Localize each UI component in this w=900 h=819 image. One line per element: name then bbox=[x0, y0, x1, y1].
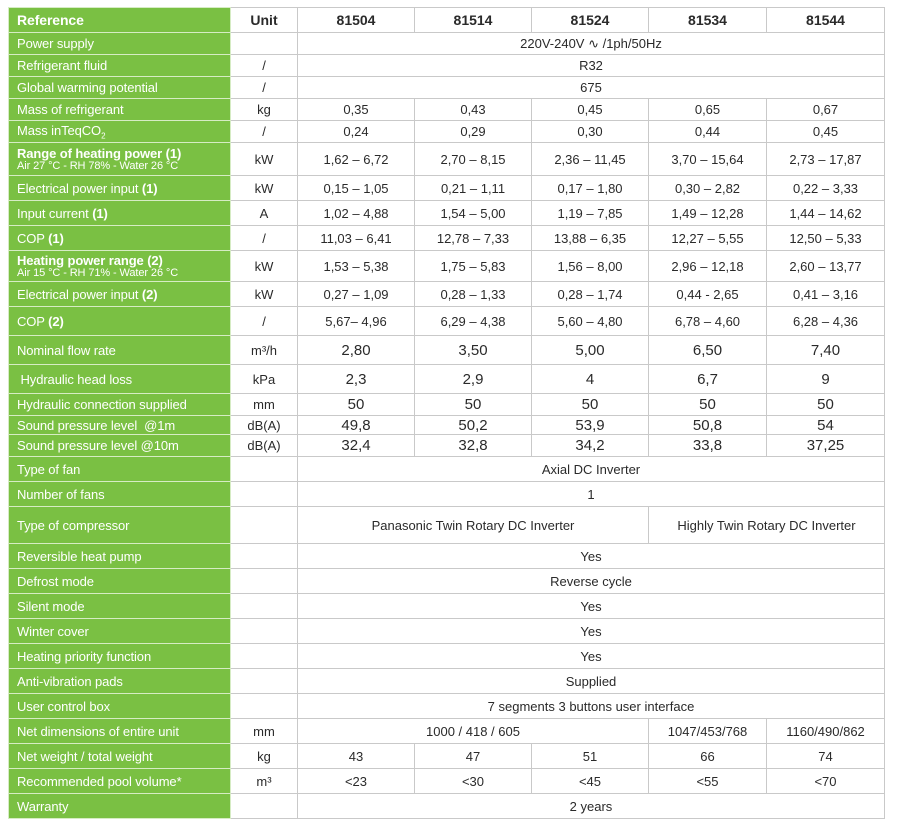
cell-value: 2,9 bbox=[415, 365, 532, 394]
cell-value: 32,4 bbox=[298, 435, 415, 457]
row-label bbox=[9, 176, 231, 201]
cell-value: <45 bbox=[532, 769, 649, 794]
label-condition: Air 27 °C - RH 78% - Water 26 °C bbox=[17, 159, 179, 172]
cell-value: 53,9 bbox=[532, 416, 649, 435]
cell-value: 2,60 – 13,77 bbox=[767, 251, 885, 282]
row-value: 1047/453/768 bbox=[649, 719, 767, 744]
header-model: 81504 bbox=[298, 8, 415, 33]
row-label: Type of compressor bbox=[9, 507, 231, 544]
label-note: (2) bbox=[48, 313, 64, 329]
row-power-supply bbox=[9, 33, 885, 55]
row-label: Warranty bbox=[9, 794, 231, 819]
row-label: Winter cover bbox=[9, 619, 231, 644]
cell-value: 0,15 – 1,05 bbox=[298, 176, 415, 201]
cell-value: 6,7 bbox=[649, 365, 767, 394]
row-elec-power-1 bbox=[9, 176, 885, 201]
row-unit: / bbox=[231, 226, 298, 251]
cell-value: 0,35 bbox=[298, 99, 415, 121]
cell-value: 0,45 bbox=[767, 121, 885, 143]
cell-value: 12,50 – 5,33 bbox=[767, 226, 885, 251]
row-unit: mm bbox=[231, 719, 298, 744]
row-unit: / bbox=[231, 121, 298, 143]
label-note: (1) bbox=[48, 230, 64, 246]
row-unit bbox=[231, 569, 298, 594]
row-silent bbox=[9, 594, 885, 619]
cell-value: 0,44 bbox=[649, 121, 767, 143]
row-label: Anti-vibration pads bbox=[9, 669, 231, 694]
cell-value: 0,41 – 3,16 bbox=[767, 282, 885, 307]
cell-value: 0,65 bbox=[649, 99, 767, 121]
cell-value: 50 bbox=[767, 394, 885, 416]
row-value: 1 bbox=[298, 482, 885, 507]
row-heating-priority bbox=[9, 644, 885, 669]
row-label: Reversible heat pump bbox=[9, 544, 231, 569]
header-model: 81544 bbox=[767, 8, 885, 33]
cell-value: 43 bbox=[298, 744, 415, 769]
cell-value: 37,25 bbox=[767, 435, 885, 457]
cell-value: 4 bbox=[532, 365, 649, 394]
row-label bbox=[9, 307, 231, 336]
row-reversible bbox=[9, 544, 885, 569]
row-unit bbox=[231, 544, 298, 569]
row-unit: dB(A) bbox=[231, 416, 298, 435]
cell-value: 1,62 – 6,72 bbox=[298, 143, 415, 176]
cell-value: 0,28 – 1,33 bbox=[415, 282, 532, 307]
label-condition: Air 15 °C - RH 71% - Water 26 °C bbox=[17, 266, 179, 279]
header-unit: Unit bbox=[231, 8, 298, 33]
row-pool-volume bbox=[9, 769, 885, 794]
row-value: Supplied bbox=[298, 669, 885, 694]
row-refrigerant bbox=[9, 55, 885, 77]
row-unit: kW bbox=[231, 251, 298, 282]
cell-value: 0,44 - 2,65 bbox=[649, 282, 767, 307]
cell-value: 3,50 bbox=[415, 336, 532, 365]
row-value: Panasonic Twin Rotary DC Inverter bbox=[298, 507, 649, 544]
spec-table-container bbox=[8, 7, 884, 819]
row-mass-co2 bbox=[9, 121, 885, 143]
cell-value: 50 bbox=[415, 394, 532, 416]
row-unit bbox=[231, 644, 298, 669]
row-label bbox=[9, 226, 231, 251]
cell-value: 6,29 – 4,38 bbox=[415, 307, 532, 336]
label-text: COP bbox=[17, 313, 49, 329]
row-label: Net dimensions of entire unit bbox=[9, 719, 231, 744]
cell-value: 1,49 – 12,28 bbox=[649, 201, 767, 226]
cell-value: 12,27 – 5,55 bbox=[649, 226, 767, 251]
cell-value: 34,2 bbox=[532, 435, 649, 457]
cell-value: 33,8 bbox=[649, 435, 767, 457]
row-unit: kW bbox=[231, 143, 298, 176]
cell-value: 3,70 – 15,64 bbox=[649, 143, 767, 176]
row-unit: m³/h bbox=[231, 336, 298, 365]
row-unit bbox=[231, 794, 298, 819]
row-label: User control box bbox=[9, 694, 231, 719]
label-text: Mass inTeqCO bbox=[17, 122, 102, 138]
cell-value: 66 bbox=[649, 744, 767, 769]
label-note: (1) bbox=[141, 180, 158, 196]
cell-value: 6,50 bbox=[649, 336, 767, 365]
row-sound-1m bbox=[9, 416, 885, 435]
row-unit bbox=[231, 594, 298, 619]
label-text: Electrical power input bbox=[17, 180, 142, 196]
cell-value: 1,56 – 8,00 bbox=[532, 251, 649, 282]
cell-value: 5,60 – 4,80 bbox=[532, 307, 649, 336]
cell-value: 50,2 bbox=[415, 416, 532, 435]
row-unit: kg bbox=[231, 99, 298, 121]
row-label: Power supply bbox=[9, 33, 231, 55]
header-model: 81514 bbox=[415, 8, 532, 33]
cell-value: 0,29 bbox=[415, 121, 532, 143]
row-unit bbox=[231, 482, 298, 507]
row-gwp bbox=[9, 77, 885, 99]
cell-value: 1,53 – 5,38 bbox=[298, 251, 415, 282]
row-value: Yes bbox=[298, 594, 885, 619]
row-dimensions bbox=[9, 719, 885, 744]
spec-table bbox=[8, 7, 885, 819]
row-flow-rate bbox=[9, 336, 885, 365]
row-heating-range-1 bbox=[9, 143, 885, 176]
cell-value: <55 bbox=[649, 769, 767, 794]
label-text: Range of heating power (1) bbox=[17, 145, 182, 161]
row-label: Number of fans bbox=[9, 482, 231, 507]
cell-value: 2,96 – 12,18 bbox=[649, 251, 767, 282]
row-label bbox=[9, 282, 231, 307]
cell-value: <70 bbox=[767, 769, 885, 794]
cell-value: 2,70 – 8,15 bbox=[415, 143, 532, 176]
label-note: (1) bbox=[92, 205, 108, 221]
row-defrost bbox=[9, 569, 885, 594]
row-label: Defrost mode bbox=[9, 569, 231, 594]
row-label bbox=[9, 121, 231, 143]
label-text: Input current bbox=[17, 205, 93, 221]
cell-value: 0,45 bbox=[532, 99, 649, 121]
cell-value: 1,54 – 5,00 bbox=[415, 201, 532, 226]
header-model: 81534 bbox=[649, 8, 767, 33]
row-unit: mm bbox=[231, 394, 298, 416]
row-label: Global warming potential bbox=[9, 77, 231, 99]
row-unit: kW bbox=[231, 282, 298, 307]
cell-value: 0,21 – 1,11 bbox=[415, 176, 532, 201]
row-value: 2 years bbox=[298, 794, 885, 819]
label-text: Electrical power input bbox=[17, 286, 142, 302]
header-model: 81524 bbox=[532, 8, 649, 33]
cell-value: 0,27 – 1,09 bbox=[298, 282, 415, 307]
cell-value: 1,02 – 4,88 bbox=[298, 201, 415, 226]
cell-value: 50,8 bbox=[649, 416, 767, 435]
cell-value: 0,67 bbox=[767, 99, 885, 121]
row-heating-range-2 bbox=[9, 251, 885, 282]
cell-value: <23 bbox=[298, 769, 415, 794]
cell-value: 1,75 – 5,83 bbox=[415, 251, 532, 282]
cell-value: 50 bbox=[649, 394, 767, 416]
cell-value: 7,40 bbox=[767, 336, 885, 365]
label-text: COP bbox=[17, 230, 49, 246]
row-value: Highly Twin Rotary DC Inverter bbox=[649, 507, 885, 544]
row-label bbox=[9, 201, 231, 226]
row-label: Heating priority function bbox=[9, 644, 231, 669]
row-input-current-1 bbox=[9, 201, 885, 226]
row-unit bbox=[231, 457, 298, 482]
row-unit: kW bbox=[231, 176, 298, 201]
row-cop-1 bbox=[9, 226, 885, 251]
cell-value: 49,8 bbox=[298, 416, 415, 435]
cell-value: 0,22 – 3,33 bbox=[767, 176, 885, 201]
label-note: (2) bbox=[141, 286, 158, 302]
header-reference: Reference bbox=[9, 8, 231, 33]
row-label: Mass of refrigerant bbox=[9, 99, 231, 121]
cell-value: 0,28 – 1,74 bbox=[532, 282, 649, 307]
cell-value: 6,28 – 4,36 bbox=[767, 307, 885, 336]
row-label: Refrigerant fluid bbox=[9, 55, 231, 77]
row-fan-count bbox=[9, 482, 885, 507]
cell-value: 9 bbox=[767, 365, 885, 394]
row-anti-vibration bbox=[9, 669, 885, 694]
cell-value: 47 bbox=[415, 744, 532, 769]
row-unit: A bbox=[231, 201, 298, 226]
row-label: Type of fan bbox=[9, 457, 231, 482]
cell-value: 50 bbox=[298, 394, 415, 416]
row-label: Sound pressure level @1m bbox=[9, 416, 231, 435]
row-unit bbox=[231, 694, 298, 719]
row-label: Sound pressure level @10m bbox=[9, 435, 231, 457]
row-value: 1000 / 418 / 605 bbox=[298, 719, 649, 744]
row-unit bbox=[231, 33, 298, 55]
row-control-box bbox=[9, 694, 885, 719]
row-label: Nominal flow rate bbox=[9, 336, 231, 365]
row-unit bbox=[231, 669, 298, 694]
row-sound-10m bbox=[9, 435, 885, 457]
cell-value: 1,44 – 14,62 bbox=[767, 201, 885, 226]
cell-value: 12,78 – 7,33 bbox=[415, 226, 532, 251]
cell-value: 50 bbox=[532, 394, 649, 416]
row-unit: / bbox=[231, 77, 298, 99]
row-value: R32 bbox=[298, 55, 885, 77]
row-winter-cover bbox=[9, 619, 885, 644]
cell-value: 6,78 – 4,60 bbox=[649, 307, 767, 336]
row-value: Axial DC Inverter bbox=[298, 457, 885, 482]
row-value: Reverse cycle bbox=[298, 569, 885, 594]
row-label: Hydraulic head loss bbox=[9, 365, 231, 394]
cell-value: 2,73 – 17,87 bbox=[767, 143, 885, 176]
row-value: 1160/490/862 bbox=[767, 719, 885, 744]
cell-value: 5,67– 4,96 bbox=[298, 307, 415, 336]
row-fan-type bbox=[9, 457, 885, 482]
row-hydraulic-connection bbox=[9, 394, 885, 416]
cell-value: 2,36 – 11,45 bbox=[532, 143, 649, 176]
cell-value: 1,19 – 7,85 bbox=[532, 201, 649, 226]
label-subscript: 2 bbox=[101, 131, 106, 141]
row-unit: kPa bbox=[231, 365, 298, 394]
row-cop-2 bbox=[9, 307, 885, 336]
cell-value: 0,30 bbox=[532, 121, 649, 143]
row-value: 675 bbox=[298, 77, 885, 99]
cell-value: 74 bbox=[767, 744, 885, 769]
cell-value: 2,80 bbox=[298, 336, 415, 365]
cell-value: 0,43 bbox=[415, 99, 532, 121]
cell-value: 54 bbox=[767, 416, 885, 435]
row-value: 7 segments 3 buttons user interface bbox=[298, 694, 885, 719]
row-elec-power-2 bbox=[9, 282, 885, 307]
cell-value: 11,03 – 6,41 bbox=[298, 226, 415, 251]
row-unit bbox=[231, 619, 298, 644]
header-row bbox=[9, 8, 885, 33]
row-unit: / bbox=[231, 55, 298, 77]
row-weight bbox=[9, 744, 885, 769]
cell-value: <30 bbox=[415, 769, 532, 794]
row-warranty bbox=[9, 794, 885, 819]
row-unit: / bbox=[231, 307, 298, 336]
row-label: Hydraulic connection supplied bbox=[9, 394, 231, 416]
cell-value: 51 bbox=[532, 744, 649, 769]
row-value: Yes bbox=[298, 644, 885, 669]
row-value: Yes bbox=[298, 544, 885, 569]
row-label: Silent mode bbox=[9, 594, 231, 619]
cell-value: 0,24 bbox=[298, 121, 415, 143]
cell-value: 13,88 – 6,35 bbox=[532, 226, 649, 251]
row-label: Net weight / total weight bbox=[9, 744, 231, 769]
row-value: Yes bbox=[298, 619, 885, 644]
row-value: 220V-240V ∿ /1ph/50Hz bbox=[298, 33, 885, 55]
cell-value: 5,00 bbox=[532, 336, 649, 365]
cell-value: 0,30 – 2,82 bbox=[649, 176, 767, 201]
row-unit: kg bbox=[231, 744, 298, 769]
row-compressor bbox=[9, 507, 885, 544]
row-head-loss bbox=[9, 365, 885, 394]
cell-value: 2,3 bbox=[298, 365, 415, 394]
row-label bbox=[9, 251, 231, 282]
row-unit: m³ bbox=[231, 769, 298, 794]
cell-value: 32,8 bbox=[415, 435, 532, 457]
cell-value: 0,17 – 1,80 bbox=[532, 176, 649, 201]
row-mass-refrigerant bbox=[9, 99, 885, 121]
row-label: Recommended pool volume* bbox=[9, 769, 231, 794]
row-unit bbox=[231, 507, 298, 544]
label-text: Heating power range (2) bbox=[17, 252, 163, 268]
row-unit: dB(A) bbox=[231, 435, 298, 457]
row-label bbox=[9, 143, 231, 176]
